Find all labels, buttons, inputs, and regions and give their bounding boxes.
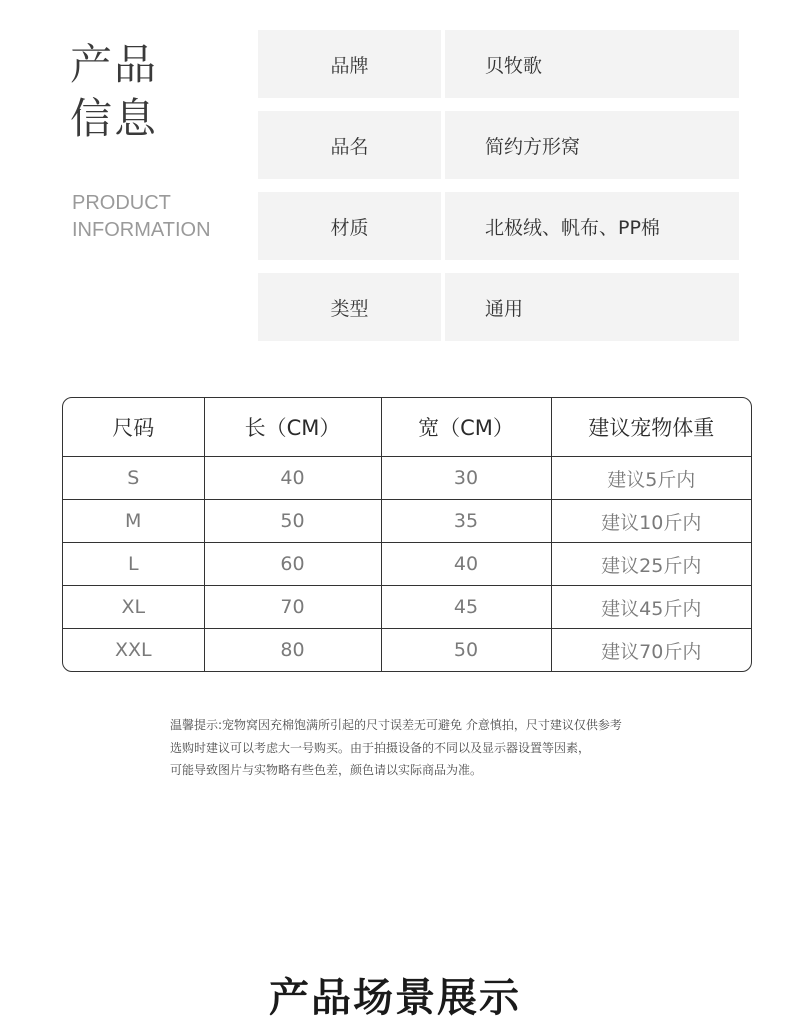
weight-cell: 建议45斤内 — [551, 586, 751, 629]
notice-line-2: 选购时建议可以考虑大一号购买。由于拍摄设备的不同以及显示器设置等因素， — [170, 740, 591, 755]
table-row — [63, 586, 751, 629]
info-key: 材质 — [258, 192, 441, 260]
notice-text — [170, 714, 690, 782]
info-row-type — [258, 273, 739, 341]
size-header: 尺码 — [63, 398, 204, 457]
notice-line-1: 温馨提示:宠物窝因充棉饱满所引起的尺寸误差无可避免 介意慎拍，尺寸建议仅供参考 — [170, 718, 622, 732]
product-info-subtitle — [72, 190, 211, 244]
table-row — [63, 629, 751, 672]
info-row-material — [258, 192, 739, 260]
weight-cell: 建议25斤内 — [551, 543, 751, 586]
info-row-name — [258, 111, 739, 179]
length-cell: 60 — [204, 543, 381, 586]
width-cell: 30 — [381, 457, 551, 500]
size-cell: XL — [63, 586, 204, 629]
table-row — [63, 500, 751, 543]
info-key: 类型 — [258, 273, 441, 341]
info-value: 贝牧歌 — [445, 30, 739, 98]
width-cell: 50 — [381, 629, 551, 672]
length-cell: 50 — [204, 500, 381, 543]
weight-header: 建议宠物体重 — [551, 398, 751, 457]
table-row — [63, 543, 751, 586]
length-cell: 40 — [204, 457, 381, 500]
width-cell: 40 — [381, 543, 551, 586]
weight-cell: 建议5斤内 — [551, 457, 751, 500]
info-value: 简约方形窝 — [445, 111, 739, 179]
info-row-brand — [258, 30, 739, 98]
notice-line-3: 可能导致图片与实物略有些色差，颜色请以实际商品为准。 — [170, 763, 483, 777]
table-row — [63, 457, 751, 500]
size-cell: L — [63, 543, 204, 586]
length-cell: 70 — [204, 586, 381, 629]
size-chart — [62, 397, 752, 672]
length-header: 长（CM） — [204, 398, 381, 457]
title-line-1: 产品 — [70, 40, 159, 89]
product-info-title — [70, 38, 158, 146]
length-cell: 80 — [204, 629, 381, 672]
info-value: 通用 — [445, 273, 739, 341]
info-key: 品名 — [258, 111, 441, 179]
size-cell: S — [63, 457, 204, 500]
weight-cell: 建议70斤内 — [551, 629, 751, 672]
product-info-table — [258, 30, 739, 354]
info-key: 品牌 — [258, 30, 441, 98]
scene-section-title: 产品场景展示 — [269, 975, 521, 1021]
subtitle-line-1: PRODUCT — [72, 192, 171, 214]
info-value: 北极绒、帆布、PP棉 — [445, 192, 739, 260]
weight-cell: 建议10斤内 — [551, 500, 751, 543]
title-line-2: 信息 — [70, 94, 159, 143]
subtitle-line-2: INFORMATION — [72, 219, 211, 241]
width-cell: 35 — [381, 500, 551, 543]
size-chart-table — [63, 398, 751, 671]
size-chart-header-row — [63, 398, 751, 457]
size-cell: XXL — [63, 629, 204, 672]
width-header: 宽（CM） — [381, 398, 551, 457]
size-cell: M — [63, 500, 204, 543]
width-cell: 45 — [381, 586, 551, 629]
